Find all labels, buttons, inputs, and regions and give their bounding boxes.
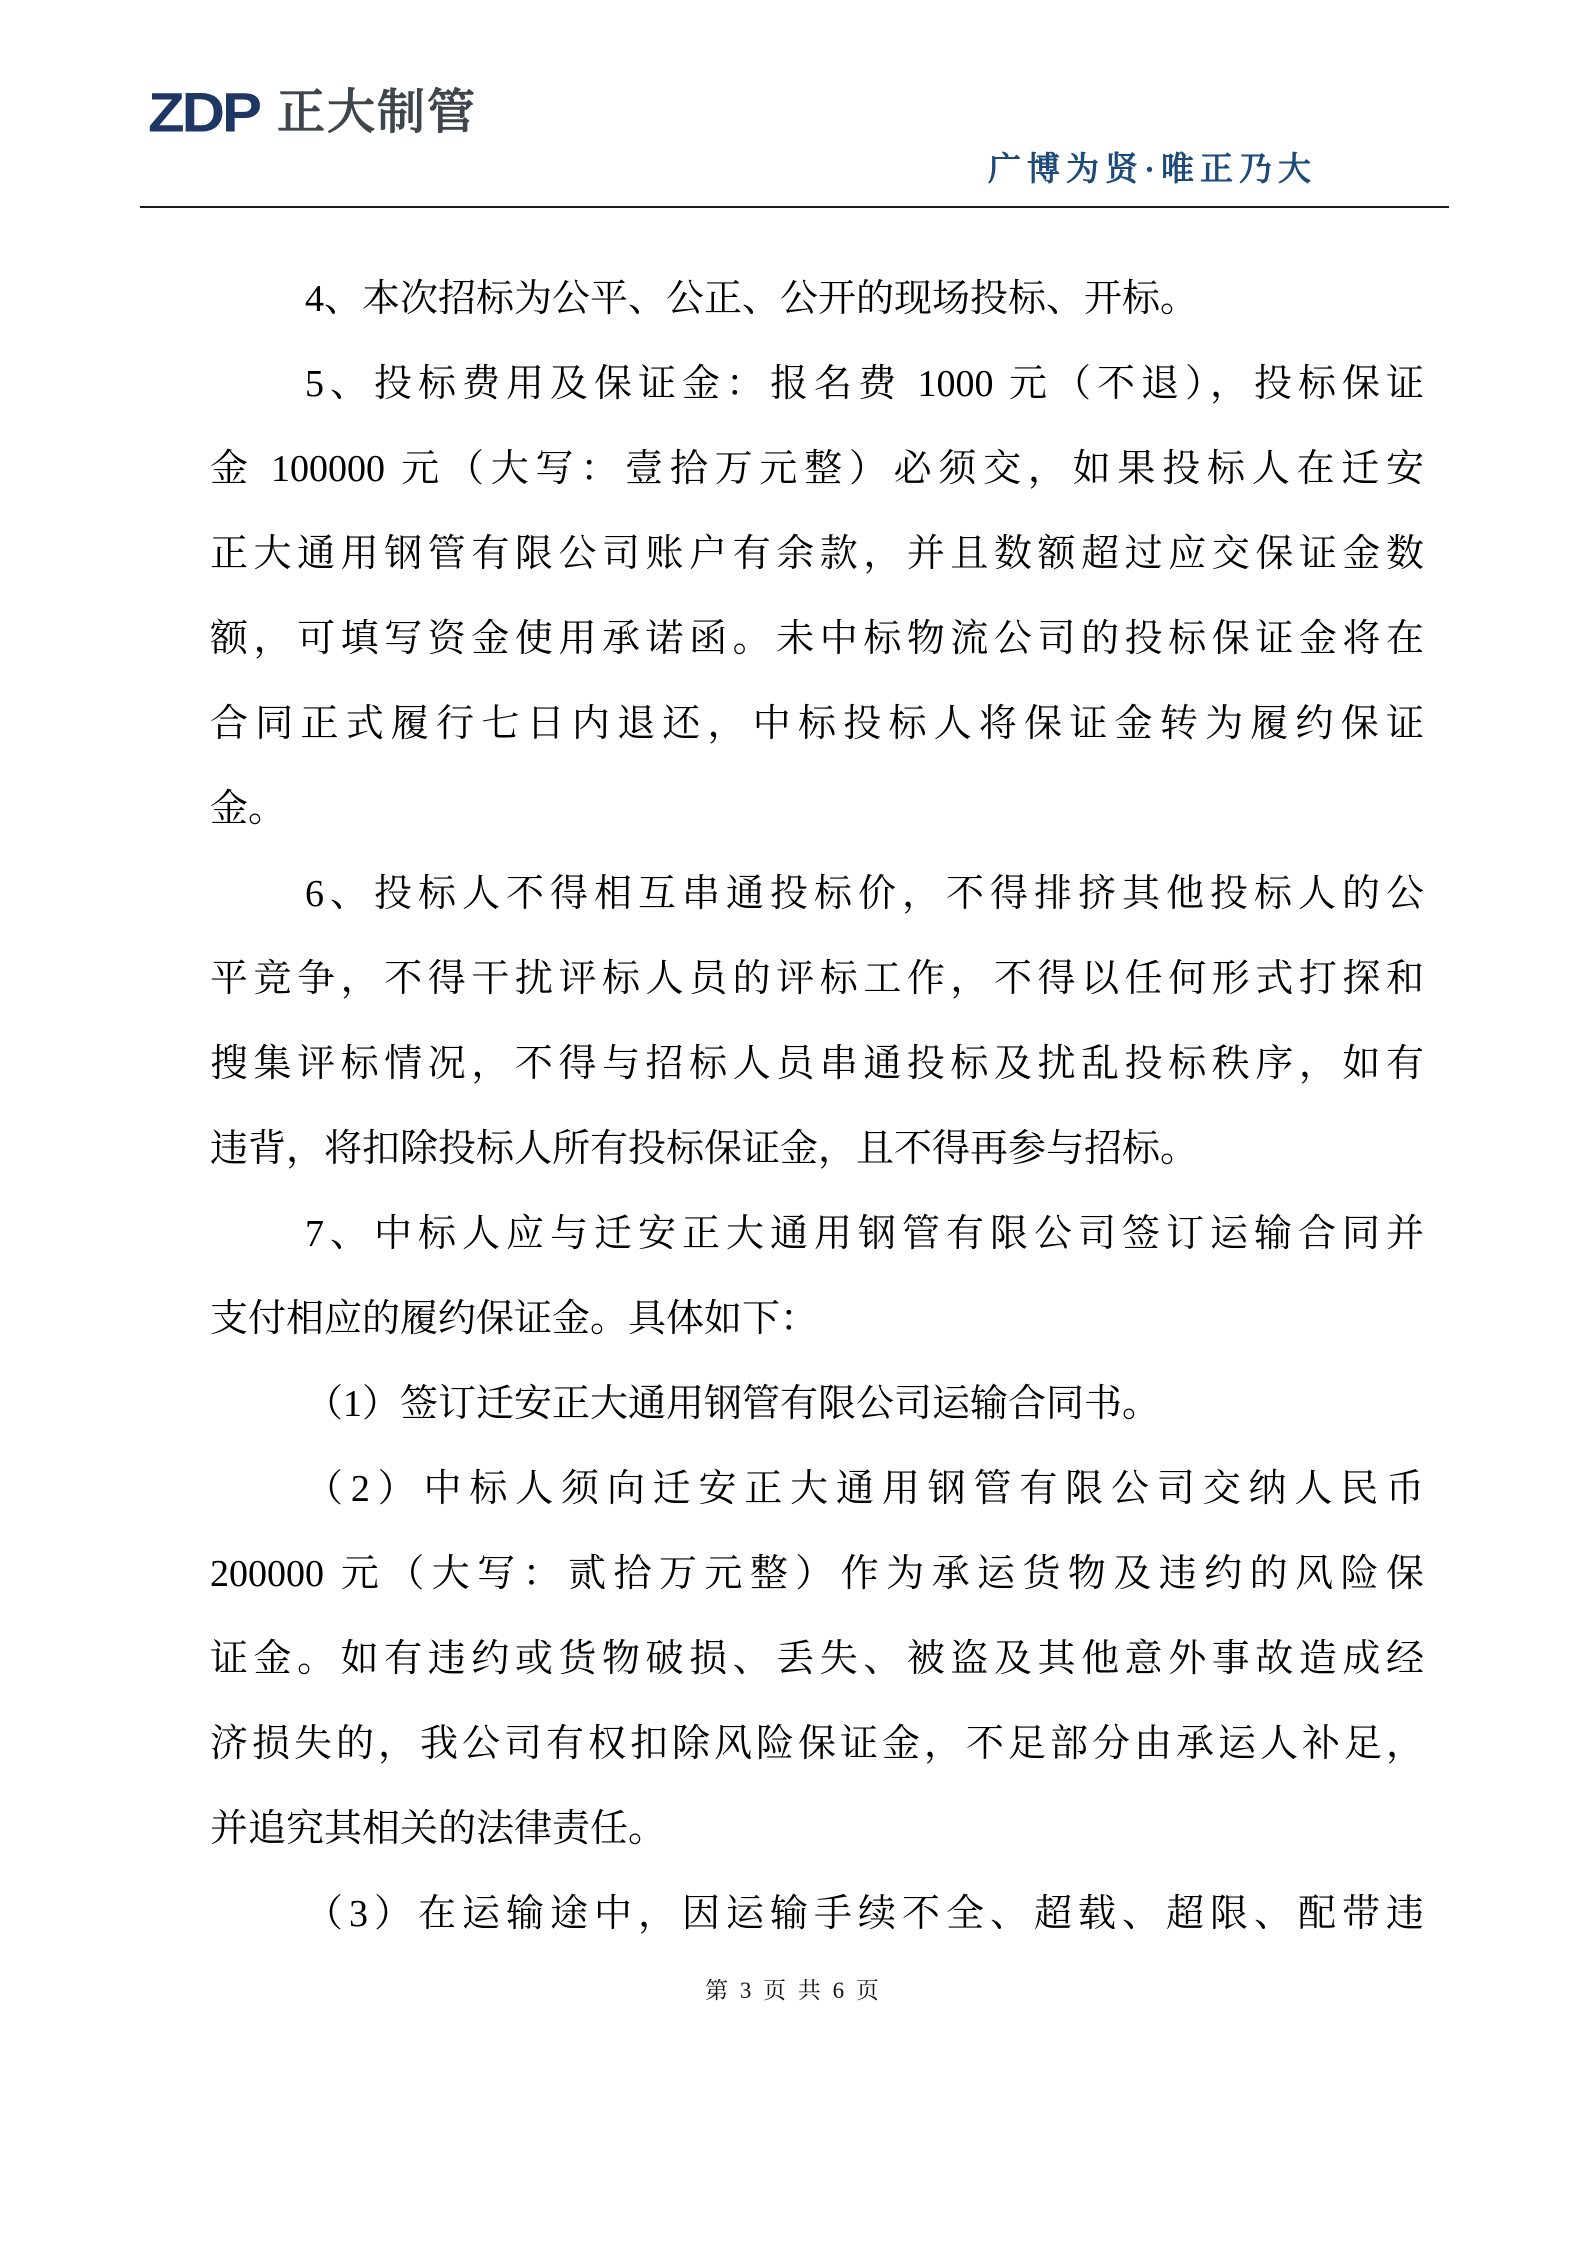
- document-line: 金 100000 元（大写：壹拾万元整）必须交，如果投标人在迁安: [210, 448, 1424, 490]
- document-line: 并追究其相关的法律责任。: [210, 1808, 667, 1850]
- document-line: 支付相应的履约保证金。具体如下：: [210, 1298, 819, 1340]
- document-line: （1）签订迁安正大通用钢管有限公司运输合同书。: [305, 1383, 1161, 1425]
- document-line: 合同正式履行七日内退还，中标投标人将保证金转为履约保证: [210, 703, 1424, 745]
- document-line: 5、投标费用及保证金：报名费 1000 元（不退），投标保证: [305, 363, 1424, 405]
- document-body: [210, 257, 1424, 1957]
- document-line: 7、中标人应与迁安正大通用钢管有限公司签订运输合同并: [305, 1213, 1424, 1255]
- document-line: 搜集评标情况，不得与招标人员串通投标及扰乱投标秩序，如有: [210, 1043, 1424, 1085]
- document-line: 违背，将扣除投标人所有投标保证金，且不得再参与招标。: [210, 1128, 1199, 1170]
- company-logo: [148, 81, 478, 144]
- document-line: 金。: [210, 788, 287, 830]
- logo-company-name: 正大制管: [277, 86, 478, 139]
- page-number: 第 3 页 共 6 页: [705, 1978, 882, 2003]
- document-line: 4、本次招标为公平、公正、公开的现场投标、开标。: [305, 278, 1199, 320]
- company-slogan: 广博为贤·唯正乃大: [987, 152, 1317, 188]
- page-footer: [0, 1972, 1587, 2005]
- document-line: 证金。如有违约或货物破损、丢失、被盗及其他意外事故造成经: [210, 1638, 1424, 1680]
- page-header: [140, 78, 1449, 208]
- document-line: 平竞争，不得干扰评标人员的评标工作，不得以任何形式打探和: [210, 958, 1424, 1000]
- document-line: （3）在运输途中，因运输手续不全、超载、超限、配带违: [305, 1893, 1424, 1935]
- document-line: 200000 元（大写：贰拾万元整）作为承运货物及违约的风险保: [210, 1553, 1424, 1595]
- document-line: （2）中标人须向迁安正大通用钢管有限公司交纳人民币: [305, 1468, 1424, 1510]
- document-line: 额，可填写资金使用承诺函。未中标物流公司的投标保证金将在: [210, 618, 1424, 660]
- document-line: 济损失的，我公司有权扣除风险保证金，不足部分由承运人补足，: [210, 1723, 1424, 1765]
- document-line: 6、投标人不得相互串通投标价，不得排挤其他投标人的公: [305, 873, 1424, 915]
- logo-zdp-mark: ZDP: [148, 81, 259, 144]
- document-line: 正大通用钢管有限公司账户有余款，并且数额超过应交保证金数: [210, 533, 1424, 575]
